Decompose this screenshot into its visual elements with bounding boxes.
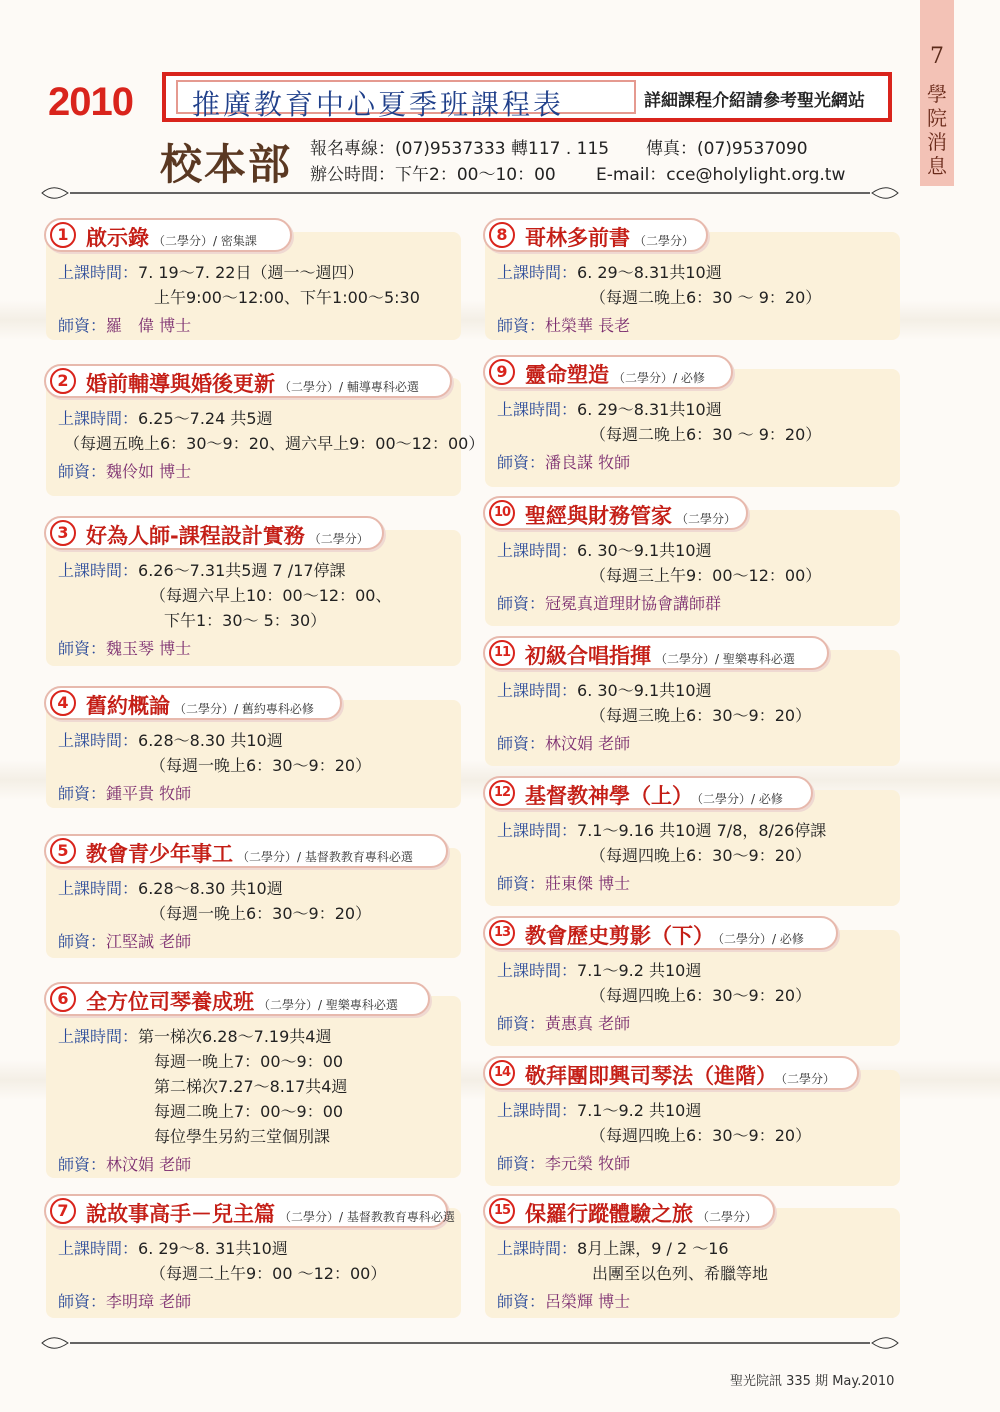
course-name-text: 聖經與財務管家 [525,504,672,528]
time-value: 7.1～9.2 共10週 [577,961,702,980]
course-credit-tag: （二學分） [697,1210,758,1224]
page-title: 推廣教育中心夏季班課程表 [192,88,565,121]
course-title-pill [44,364,452,398]
course-time [497,1098,701,1121]
time-detail: （每週三上午9：00～12：00） [590,566,822,585]
time-value: 6.25～7.24 共5週 [138,409,273,428]
time-value: 6.28～8.30 共10週 [138,879,283,898]
time-value: 6. 29～8. 31共10週 [138,1239,288,1258]
course-name [86,368,419,398]
teacher-name: 李元榮 牧師 [545,1154,631,1173]
course-credit-tag: （二學分） [634,234,695,248]
course-name-text: 保羅行蹤體驗之旅 [525,1202,693,1226]
course-title-pill [483,1056,859,1090]
time-value: 7.1～9.2 共10週 [577,1101,702,1120]
course-teacher [497,313,630,336]
course-name [86,520,369,550]
teacher-label: 師資： [497,1014,546,1033]
course-title-pill [483,355,733,389]
course-credit-tag: （二學分）/ 輔導專科必選 [279,380,419,394]
course-number: 12 [489,780,515,806]
course-number: 8 [489,222,515,248]
course-name-text: 好為人師-課程設計實務 [86,524,305,548]
course-name-text: 舊約概論 [86,694,170,718]
course-teacher [58,1289,191,1312]
time-label: 上課時間： [497,961,578,980]
course-title-pill [483,496,748,530]
teacher-label: 師資： [497,1292,546,1311]
course-number: 10 [489,500,515,526]
time-value: 6.26～7.31共5週 7 /17停課 [138,561,346,580]
time-detail: 出團至以色列、希臘等地 [592,1264,769,1283]
teacher-label: 師資： [58,316,107,335]
course-time [58,1236,288,1259]
course-time [58,876,283,899]
teacher-label: 師資： [497,1154,546,1173]
course-name [525,920,804,950]
course-time [58,260,363,283]
website-note: 詳細課程介紹請參考聖光網站 [644,91,865,111]
time-label: 上課時間： [497,400,578,419]
course-teacher [497,591,721,614]
course-time [58,406,273,429]
teacher-label: 師資： [58,784,107,803]
time-detail: 每週一晚上7：00～9：00 [154,1052,344,1071]
time-detail: （每週五晚上6：30～9：20、週六早上9：00～12：00） [64,434,485,453]
course-number: 7 [50,1198,76,1224]
time-detail: （每週三晚上6：30～9：20） [590,706,812,725]
time-detail: 每位學生另約三堂個別課 [154,1127,331,1146]
course-title-pill [483,636,829,670]
teacher-name: 李明璋 老師 [106,1292,192,1311]
teacher-name: 潘良謀 牧師 [545,453,631,472]
time-label: 上課時間： [58,409,139,428]
course-time [497,958,701,981]
teacher-name: 江堅誠 老師 [106,932,192,951]
course-teacher [497,1011,630,1034]
course-teacher [58,929,191,952]
course-teacher [58,313,191,336]
course-name-text: 說故事高手－兒主篇 [86,1202,275,1226]
course-name [86,222,257,252]
time-label: 上課時間： [497,1101,578,1120]
course-number: 14 [489,1060,515,1086]
teacher-label: 師資： [497,734,546,753]
title-frame [176,80,636,121]
course-name [525,500,736,530]
course-number: 9 [489,359,515,385]
time-value: 第一梯次6.28～7.19共4週 [138,1027,332,1046]
course-credit-tag: （二學分）/ 聖樂專科必選 [258,998,398,1012]
course-name [525,1198,757,1228]
time-label: 上課時間： [497,1239,578,1258]
course-time [497,678,712,701]
time-detail: 上午9:00～12:00、下午1:00～5:30 [154,288,420,307]
course-teacher [58,636,191,659]
course-number: 1 [50,222,76,248]
time-detail: 每週二晚上7：00～9：00 [154,1102,344,1121]
teacher-label: 師資： [497,874,546,893]
teacher-name: 杜榮華 長老 [545,316,631,335]
title-banner [162,72,892,122]
course-name [525,1060,835,1090]
course-name [86,838,413,868]
course-name-text: 全方位司琴養成班 [86,990,254,1014]
course-title-pill [483,1194,775,1228]
course-name-text: 教會歷史剪影（下） [525,924,714,948]
time-detail: （每週四晚上6：30～9：20） [590,1126,812,1145]
email-link[interactable]: E-mail：cce@holylight.org.tw [596,165,846,185]
course-name [86,690,314,720]
teacher-label: 師資： [58,639,107,658]
course-teacher [497,731,630,754]
time-value: 6.28～8.30 共10週 [138,731,283,750]
time-value: 6. 30～9.1共10週 [577,541,712,560]
time-detail: （每週二晚上6：30 ～ 9：20） [590,425,822,444]
course-title-pill [44,834,448,868]
teacher-label: 師資： [497,316,546,335]
course-name-text: 啟示錄 [86,226,149,250]
course-name-text: 教會青少年事工 [86,842,233,866]
course-number: 5 [50,838,76,864]
section-label: 學院消息 [927,82,947,178]
bottom-divider [40,1336,900,1350]
time-label: 上課時間： [497,821,578,840]
course-number: 3 [50,520,76,546]
course-title-pill [44,982,430,1016]
teacher-name: 林汶娟 老師 [545,734,631,753]
year: 2010 [48,80,133,124]
office-hours: 辦公時間：下午2：00～10：00 [310,165,556,185]
time-detail: （每週六早上10：00～12：00、 [150,586,392,605]
time-label: 上課時間： [58,731,139,750]
teacher-name: 冠冕真道理財協會講師群 [545,594,722,613]
course-name [86,986,398,1016]
course-number: 6 [50,986,76,1012]
course-credit-tag: （二學分） [676,512,737,526]
course-name [525,780,783,810]
teacher-name: 羅 偉 博士 [106,316,192,335]
course-name-text: 基督教神學（上） [525,784,693,808]
course-teacher [497,450,630,473]
time-value: 6. 29～8.31共10週 [577,400,722,419]
course-number: 13 [489,920,515,946]
course-time [497,818,826,841]
time-detail: 下午1：30～ 5：30） [164,611,327,630]
course-name [525,222,694,252]
teacher-label: 師資： [58,932,107,951]
course-time [497,1236,729,1259]
time-detail: （每週二晚上6：30 ～ 9：20） [590,288,822,307]
time-detail: （每週二上午9：00 ～12：00） [150,1264,387,1283]
course-name-text: 敬拜團即興司琴法（進階） [525,1064,777,1088]
course-number: 4 [50,690,76,716]
teacher-name: 魏伶如 博士 [106,462,192,481]
course-teacher [58,781,191,804]
course-credit-tag: （二學分）/ 密集課 [153,234,257,248]
course-name-text: 初級合唱指揮 [525,644,651,668]
course-credit-tag: （二學分）/ 必修 [697,792,783,806]
course-name-text: 哥林多前書 [525,226,630,250]
course-credit-tag: （二學分）/ 必修 [718,932,804,946]
course-credit-tag: （二學分）/ 基督教教育專科必選 [237,850,413,864]
teacher-name: 鍾平貴 牧師 [106,784,192,803]
course-title-pill [44,686,342,720]
time-label: 上課時間： [58,1239,139,1258]
teacher-label: 師資： [58,462,107,481]
time-label: 上課時間： [58,263,139,282]
teacher-name: 呂榮輝 博士 [545,1292,631,1311]
course-time [497,397,722,420]
course-credit-tag: （二學分） [308,532,369,546]
time-value: 7. 19～7. 22日（週一～週四） [138,263,364,282]
course-time [58,558,346,581]
course-title-pill [483,776,813,810]
registration-line: 報名專線：(07)9537333 轉117 . 115 [310,139,610,159]
course-number: 2 [50,368,76,394]
course-number: 15 [489,1198,515,1224]
time-label: 上課時間： [58,1027,139,1046]
teacher-name: 魏玉琴 博士 [106,639,192,658]
teacher-name: 黃惠真 老師 [545,1014,631,1033]
course-teacher [497,1151,630,1174]
time-label: 上課時間： [58,879,139,898]
time-detail: （每週一晚上6：30～9：20） [150,756,372,775]
time-label: 上課時間： [497,263,578,282]
course-time [58,728,283,751]
course-number: 11 [489,640,515,666]
course-title-pill [44,516,384,550]
time-detail: （每週四晚上6：30～9：20） [590,846,812,865]
time-value: 6. 30～9.1共10週 [577,681,712,700]
teacher-label: 師資： [497,453,546,472]
course-credit-tag: （二學分）/ 聖樂專科必選 [655,652,795,666]
time-detail: （每週四晚上6：30～9：20） [590,986,812,1005]
time-value: 8月上課，9 / 2 ～16 [577,1239,729,1258]
teacher-name: 莊東傑 博士 [545,874,631,893]
teacher-label: 師資： [58,1155,107,1174]
course-title-pill [483,916,838,950]
course-time [497,538,712,561]
course-teacher [58,459,191,482]
page-number: 7 [930,44,944,69]
footer-issue: 聖光院訊 335 期 May.2010 [730,1374,895,1389]
course-credit-tag: （二學分）/ 舊約專科必修 [174,702,314,716]
teacher-name: 林汶娟 老師 [106,1155,192,1174]
top-divider [40,186,900,200]
teacher-label: 師資： [497,594,546,613]
course-title-pill [44,218,292,252]
course-name [86,1198,455,1228]
course-name [525,359,705,389]
course-time [58,1024,331,1047]
time-label: 上課時間： [497,541,578,560]
course-name-text: 靈命塑造 [525,363,609,387]
course-name [525,640,795,670]
course-name-text: 婚前輔導與婚後更新 [86,372,275,396]
course-title-pill [483,218,708,252]
course-credit-tag: （二學分）/ 必修 [613,371,705,385]
course-title-pill [44,1194,455,1228]
course-credit-tag: （二學分） [781,1072,836,1086]
course-teacher [497,871,630,894]
section-tab [920,0,954,186]
course-teacher [497,1289,630,1312]
time-value: 7.1～9.16 共10週 7/8，8/26停課 [577,821,827,840]
time-label: 上課時間： [497,681,578,700]
time-value: 6. 29～8.31共10週 [577,263,722,282]
time-label: 上課時間： [58,561,139,580]
course-credit-tag: （二學分）/ 基督教教育專科必選 [279,1210,455,1224]
course-time [497,260,722,283]
time-detail: 第二梯次7.27～8.17共4週 [154,1077,348,1096]
course-teacher [58,1152,191,1175]
teacher-label: 師資： [58,1292,107,1311]
time-detail: （每週一晚上6：30～9：20） [150,904,372,923]
campus-name: 校本部 [160,140,293,189]
fax-number: 傳真：(07)9537090 [646,139,808,159]
